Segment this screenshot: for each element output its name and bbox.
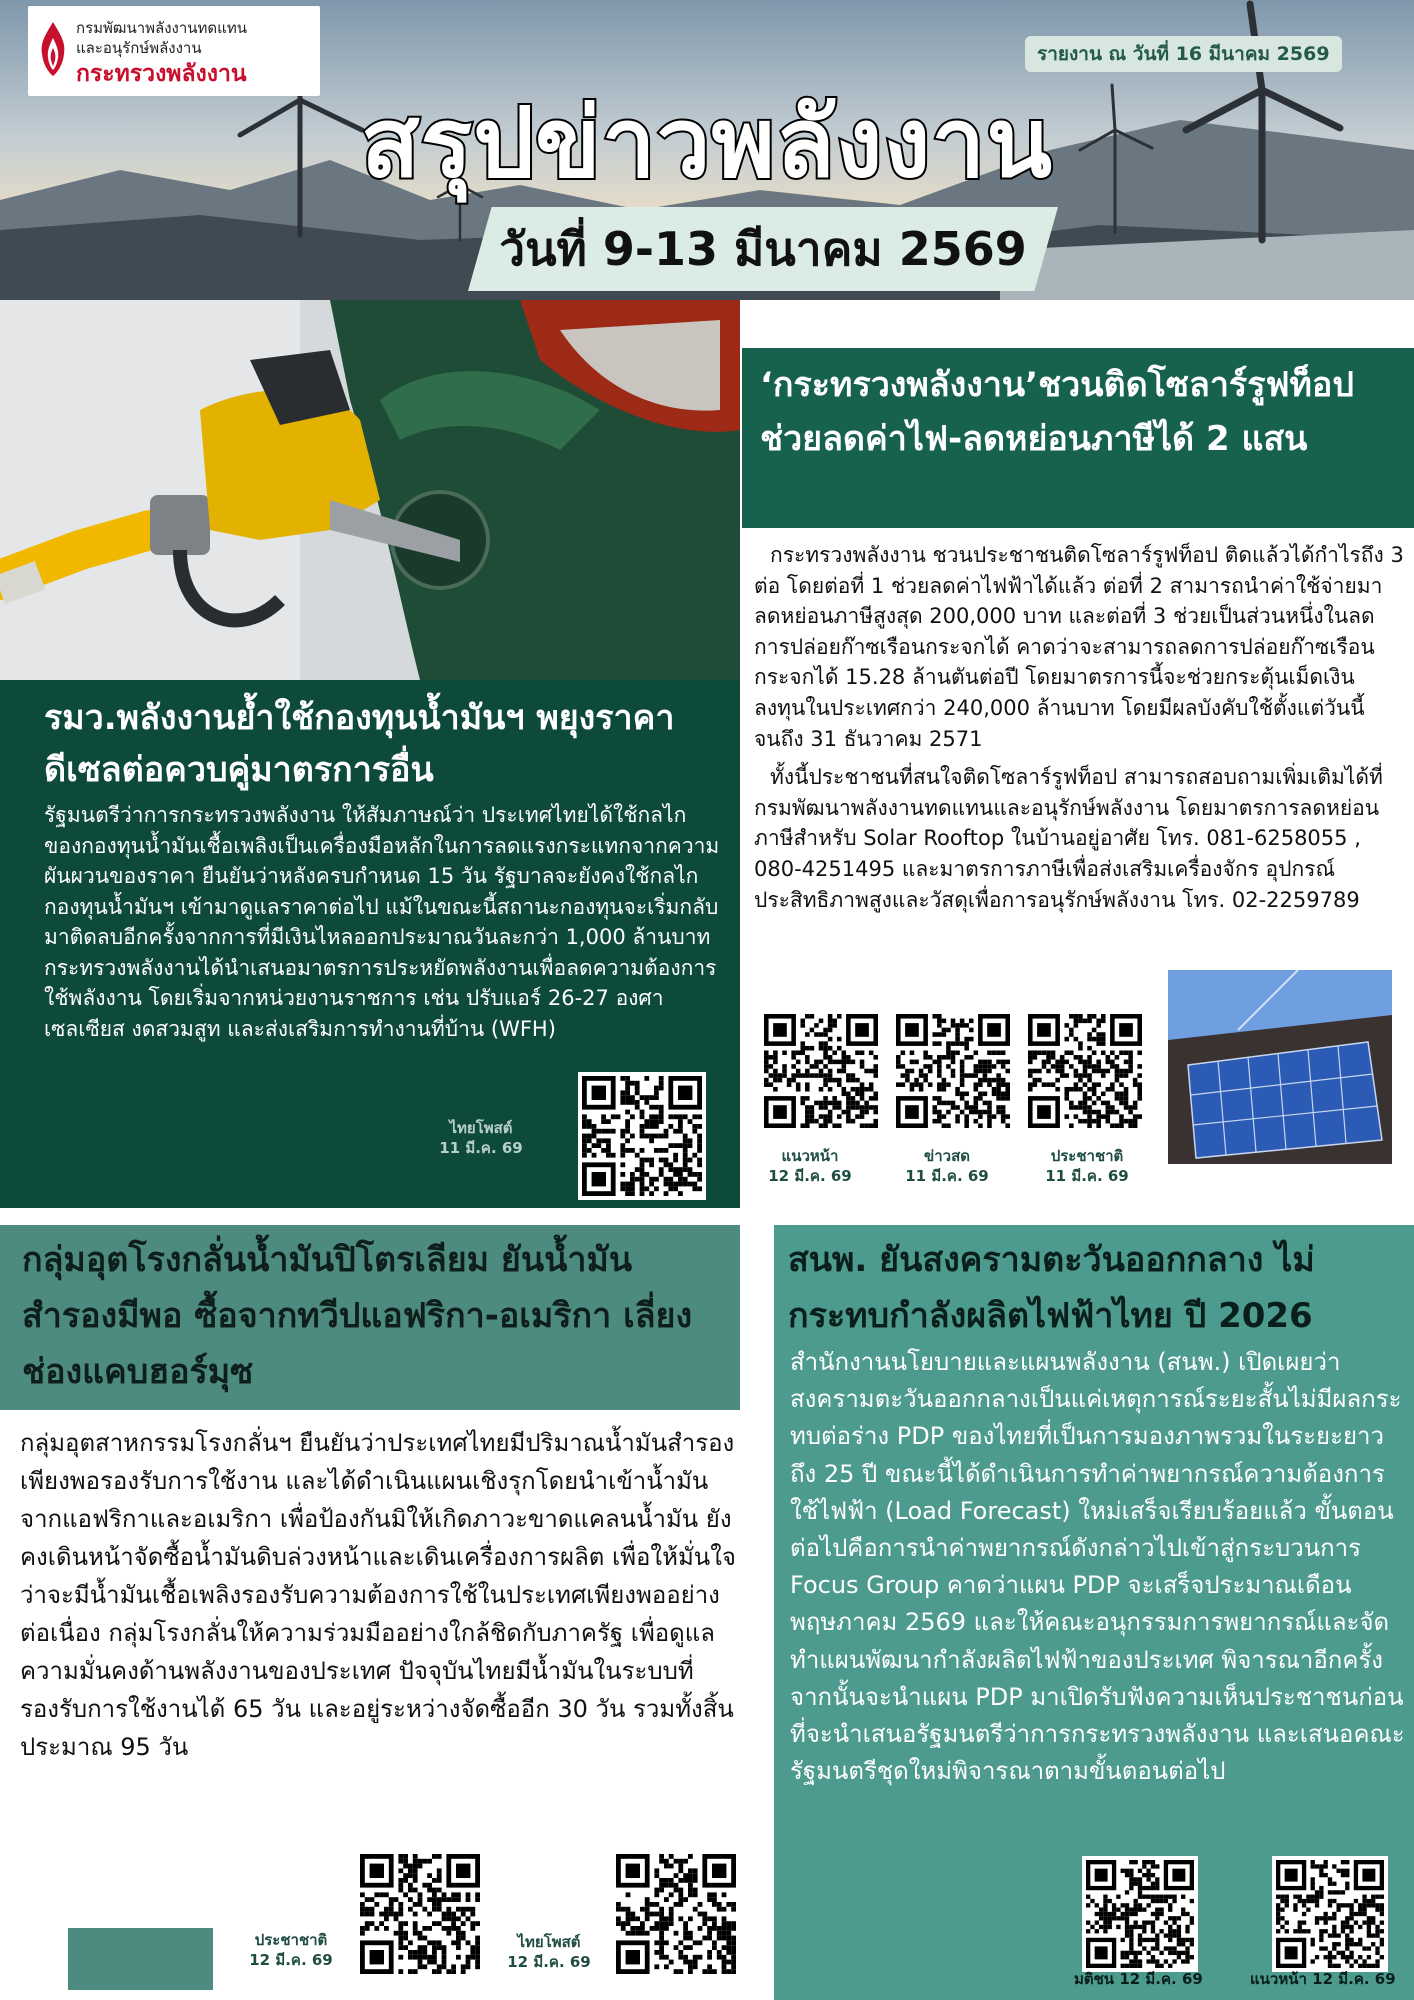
story2-paragraph: ทั้งนี้ประชาชนที่สนใจติดโซลาร์รูฟท็อป สามารถสอบถามเพิ่มเติมได้ที่ กรมพัฒนาพลังงานทดแทนและอนุรักษ์พลังงาน โดยมาตรการลดหย่อนภาษีสำหรับ Solar Rooftop ในบ้านอยู่อาศัย โทร. 081-6258055 , 080-4251495 และมาตรการภาษีเพื่อส่งเสริมเครื่องจักร อุปกรณ์ประสิทธิภาพสูงและวัสดุเพื่อการอนุรักษ์พลังงาน โทร. 02-2259789 bbox=[754, 765, 1383, 912]
date-range-text: วันที่ 9-13 มีนาคม 2569 bbox=[499, 222, 1027, 276]
qr-code-icon[interactable] bbox=[1082, 1856, 1198, 1972]
source-name: แนวหน้า bbox=[1250, 1970, 1307, 1988]
source-date: 12 มี.ค. 69 bbox=[768, 1167, 852, 1185]
solar-panel-photo bbox=[1168, 970, 1392, 1164]
story3-source bbox=[236, 1930, 346, 1970]
source-date: 12 มี.ค. 69 bbox=[1119, 1970, 1203, 1988]
flame-emblem-icon bbox=[38, 20, 68, 78]
story4-source bbox=[1074, 1967, 1214, 1991]
page-title: สรุปข่าวพลังงาน bbox=[361, 87, 1053, 199]
story2-headline: ‘กระทรวงพลังงาน’ชวนติดโซลาร์รูฟท็อป ช่วยลดค่าไฟ-ลดหย่อนภาษีได้ 2 แสน bbox=[760, 365, 1354, 459]
fuel-nozzle-illustration bbox=[0, 300, 740, 680]
story1-source bbox=[426, 1118, 536, 1158]
source-date: 11 มี.ค. 69 bbox=[439, 1139, 523, 1157]
qr-code-icon[interactable] bbox=[1024, 1010, 1146, 1132]
story3-body: กลุ่มอุตสาหกรรมโรงกลั่นฯ ยืนยันว่าประเทศไทยมีปริมาณน้ำมันสำรองเพียงพอรองรับการใช้งาน และได้ดำเนินแผนเชิงรุกโดยนำเข้าน้ำมันจากแอฟริกาและอเมริกา เพื่อป้องกันมิให้เกิดภาวะขาดแคลนน้ำมัน ยังคงเดินหน้าจัดซื้อน้ำมันดิบล่วงหน้าและเดินเครื่องการผลิต เพื่อให้มั่นใจว่าจะมีน้ำมันเชื้อเพลิงรองรับความต้องการใช้ในประเทศเพียงพออย่างต่อเนื่อง กลุ่มโรงกลั่นให้ความร่วมมืออย่างใกล้ชิดกับภาครัฐ เพื่อดูแลความมั่นคงด้านพลังงานของประเทศ ปัจจุบันไทยมีน้ำมันในระบบที่รองรับการใช้งานได้ 65 วัน และอยู่ระหว่างจัดซื้ออีก 30 วัน รวมทั้งสิ้นประมาณ 95 วัน bbox=[20, 1429, 736, 1761]
story4-headline: สนพ. ยันสงครามตะวันออกกลาง ไม่กระทบกำลังผลิตไฟฟ้าไทย ปี 2026 bbox=[788, 1240, 1315, 1336]
story2-source bbox=[755, 1146, 865, 1186]
source-date: 12 มี.ค. 69 bbox=[1312, 1970, 1396, 1988]
decorative-block bbox=[68, 1928, 213, 1990]
source-name: ประชาชาติ bbox=[1050, 1147, 1124, 1165]
story1-body: รัฐมนตรีว่าการกระทรวงพลังงาน ให้สัมภาษณ์ว่า ประเทศไทยได้ใช้กลไกของกองทุนน้ำมันเชื้อเพลิงเป็นเครื่องมือหลักในการลดแรงกระแทกจากความผันผวนของราคา ยืนยันว่าหลังครบกำหนด 15 วัน รัฐบาลจะยังคงใช้กลไกกองทุนน้ำมันฯ เข้ามาดูแลราคาต่อไป แม้ในขณะนี้สถานะกองทุนจะเริ่มกลับมาติดลบอีกครั้งจากการที่มีเงินไหลออกประมาณวันละกว่า 1,000 ล้านบาท กระทรวงพลังงานได้นำเสนอมาตรการประหยัดพลังงานเพื่อลดความต้องการใช้พลังงาน โดยเริ่มจากหน่วยงานราชการ เช่น ปรับแอร์ 26-27 องศาเซลเซียส งดสวมสูท และส่งเสริมการทำงานที่บ้าน (WFH) bbox=[44, 803, 720, 1041]
logo-ministry-name: กระทรวงพลังงาน bbox=[76, 61, 247, 87]
qr-code-icon[interactable] bbox=[578, 1072, 706, 1200]
logo-line-1: กรมพัฒนาพลังงานทดแทน bbox=[76, 19, 247, 37]
source-name: ไทยโพสต์ bbox=[517, 1933, 581, 1951]
story2-body bbox=[754, 540, 1404, 923]
qr-code-icon[interactable] bbox=[356, 1850, 484, 1978]
story2-source bbox=[1032, 1146, 1142, 1186]
story4-source bbox=[1250, 1967, 1410, 1991]
source-date: 11 มี.ค. 69 bbox=[905, 1167, 989, 1185]
source-date: 11 มี.ค. 69 bbox=[1045, 1167, 1129, 1185]
source-date: 12 มี.ค. 69 bbox=[249, 1951, 333, 1969]
qr-code-icon[interactable] bbox=[892, 1010, 1014, 1132]
story3-source bbox=[494, 1932, 604, 1972]
story1-headline: รมว.พลังงานย้ำใช้กองทุนน้ำมันฯ พยุงราคาดีเซลต่อควบคู่มาตรการอื่น bbox=[44, 698, 675, 790]
story2-paragraph: กระทรวงพลังงาน ชวนประชาชนติดโซลาร์รูฟท็อป ติดแล้วได้กำไรถึง 3 ต่อ โดยต่อที่ 1 ช่วยลดค่าไฟฟ้าได้แล้ว ต่อที่ 2 สามารถนำค่าใช้จ่ายมาลดหย่อนภาษีสูงสุด 200,000 บาท และต่อที่ 3 ช่วยเป็นส่วนหนึ่งในลดการปล่อยก๊าซเรือนกระจกได้ คาดว่าจะสามารถลดการปล่อยก๊าซเรือนกระจกได้ 15.28 ล้านตันต่อปี โดยมาตรการนี้จะช่วยกระตุ้นเม็ดเงินลงทุนในประเทศกว่า 240,000 ล้านบาท โดยมีผลบังคับใช้ตั้งแต่วันนี้ จนถึง 31 ธันวาคม 2571 bbox=[754, 543, 1404, 751]
qr-code-icon[interactable] bbox=[612, 1850, 740, 1978]
source-name: ไทยโพสต์ bbox=[449, 1119, 513, 1137]
source-name: มติชน bbox=[1074, 1970, 1115, 1988]
report-date-badge: รายงาน ณ วันที่ 16 มีนาคม 2569 bbox=[1025, 36, 1342, 72]
source-name: ประชาชาติ bbox=[254, 1931, 328, 1949]
story3-headline: กลุ่มอุตโรงกลั่นน้ำมันปิโตรเลียม ยันน้ำมันสำรองมีพอ ซื้อจากทวีปแอฟริกา-อเมริกา เลี่ยงช่องแคบฮอร์มุซ bbox=[22, 1240, 693, 1392]
source-name: ข่าวสด bbox=[924, 1147, 970, 1165]
logo-line-2: และอนุรักษ์พลังงาน bbox=[76, 39, 202, 57]
solar-panel-illustration bbox=[1168, 970, 1392, 1164]
story4-body: สำนักงานนโยบายและแผนพลังงาน (สนพ.) เปิดเผยว่าสงครามตะวันออกกลางเป็นแค่เหตุการณ์ระยะสั้นไม่มีผลกระทบต่อร่าง PDP ของไทยที่เป็นการมองภาพรวมในระยะยาวถึง 25 ปี ขณะนี้ได้ดำเนินการทำค่าพยากรณ์ความต้องการใช้ไฟฟ้า (Load Forecast) ใหม่เสร็จเรียบร้อยแล้ว ขั้นตอนต่อไปคือการนำค่าพยากรณ์ดังกล่าวไปเข้าสู่กระบวนการ Focus Group คาดว่าแผน PDP จะเสร็จประมาณเดือนพฤษภาคม 2569 และให้คณะอนุกรรมการพยากรณ์และจัดทำแผนพัฒนากำลังผลิตไฟฟ้าของประเทศ พิจารณาอีกครั้ง จากนั้นจะนำแผน PDP มาเปิดรับฟังความเห็นประชาชนก่อนที่จะนำเสนอรัฐมนตรีว่าการกระทรวงพลังงาน และเสนอคณะรัฐมนตรีชุดใหม่พิจารณาตามขั้นตอนต่อไป bbox=[790, 1348, 1405, 1786]
qr-code-icon[interactable] bbox=[760, 1010, 882, 1132]
ministry-logo bbox=[28, 6, 320, 96]
story2-source bbox=[892, 1146, 1002, 1186]
qr-code-icon[interactable] bbox=[1272, 1856, 1388, 1972]
fuel-nozzle-photo bbox=[0, 300, 740, 680]
source-date: 12 มี.ค. 69 bbox=[507, 1953, 591, 1971]
source-name: แนวหน้า bbox=[781, 1147, 839, 1165]
